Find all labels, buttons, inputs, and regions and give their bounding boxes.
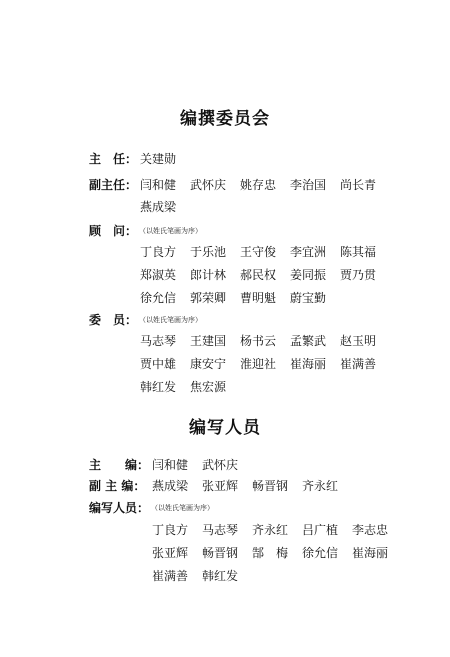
writer-name: 丁良方 xyxy=(152,523,189,537)
director-name: 关建勋 xyxy=(140,152,177,166)
director-row xyxy=(0,150,450,172)
advisor-name: 王守俊 xyxy=(240,245,277,259)
deputy-name: 尚长青 xyxy=(340,178,377,192)
deputy-editor-name: 张亚辉 xyxy=(202,479,239,493)
writer-name: 畅晋钢 xyxy=(202,546,239,560)
member-name: 康安宁 xyxy=(190,357,227,371)
member-row-1 xyxy=(0,332,450,354)
writer-name: 吕广植 xyxy=(302,523,339,537)
writer-row-2 xyxy=(0,544,450,566)
chief-editor-name: 闫和健 xyxy=(152,458,189,472)
member-name: 焦宏源 xyxy=(190,380,227,394)
advisor-row-1 xyxy=(0,243,450,265)
deputy-name: 燕成梁 xyxy=(140,200,177,214)
writer-name: 齐永红 xyxy=(252,523,289,537)
committee-title: 编撰委员会 xyxy=(180,109,270,129)
deputy-row-2 xyxy=(0,198,450,220)
deputy-label: 副主任： xyxy=(89,178,138,192)
advisor-name: 贾乃贯 xyxy=(340,268,377,282)
deputy-name: 姚存忠 xyxy=(240,178,277,192)
advisor-row-2 xyxy=(0,266,450,288)
member-name: 马志琴 xyxy=(140,334,177,348)
writer-label: 编写人员： xyxy=(89,501,150,515)
chief-editor-row xyxy=(0,456,450,478)
advisor-order-note: （以姓氏笔画为序） xyxy=(139,227,202,235)
writer-name: 马志琴 xyxy=(202,523,239,537)
deputy-name: 李治国 xyxy=(290,178,327,192)
member-name: 韩红发 xyxy=(140,380,177,394)
writer-name: 崔海丽 xyxy=(352,546,389,560)
member-order-note: （以姓氏笔画为序） xyxy=(139,316,202,324)
chief-editor-label: 主 编： xyxy=(89,458,150,472)
member-row-2 xyxy=(0,355,450,377)
director-label: 主 任： xyxy=(89,152,138,166)
deputy-editor-row xyxy=(0,477,450,499)
advisor-name: 李宜洲 xyxy=(290,245,327,259)
member-name: 贾中雄 xyxy=(140,357,177,371)
advisor-header-row xyxy=(0,222,450,244)
writer-header-row xyxy=(0,499,450,521)
member-name: 崔满善 xyxy=(340,357,377,371)
member-label: 委 员： xyxy=(89,313,138,327)
writer-name: 韩红发 xyxy=(202,569,239,583)
deputy-editor-name: 齐永红 xyxy=(302,479,339,493)
deputy-editor-label: 副 主 编： xyxy=(89,479,146,493)
member-row-3 xyxy=(0,378,450,400)
advisor-label: 顾 问： xyxy=(89,224,138,238)
deputy-row-1 xyxy=(0,176,450,198)
advisor-name: 郝民权 xyxy=(240,268,277,282)
writer-order-note: （以姓氏笔画为序） xyxy=(151,504,214,512)
advisor-name: 郎计林 xyxy=(190,268,227,282)
advisor-name: 徐允信 xyxy=(140,291,177,305)
advisor-name: 姜同振 xyxy=(290,268,327,282)
writer-name: 崔满善 xyxy=(152,569,189,583)
writer-name: 李志忠 xyxy=(352,523,389,537)
writer-name: 郜 梅 xyxy=(252,546,289,560)
member-name: 杨书云 xyxy=(240,334,277,348)
advisor-row-3 xyxy=(0,289,450,311)
member-header-row xyxy=(0,311,450,333)
deputy-editor-name: 畅晋钢 xyxy=(252,479,289,493)
deputy-name: 闫和健 xyxy=(140,178,177,192)
advisor-name: 于乐池 xyxy=(190,245,227,259)
advisor-name: 陈其福 xyxy=(340,245,377,259)
member-name: 崔海丽 xyxy=(290,357,327,371)
advisor-name: 郑淑英 xyxy=(140,268,177,282)
deputy-name: 武怀庆 xyxy=(190,178,227,192)
member-name: 淮迎社 xyxy=(240,357,277,371)
member-name: 王建国 xyxy=(190,334,227,348)
advisor-name: 蔚宝勤 xyxy=(290,291,327,305)
advisor-name: 丁良方 xyxy=(140,245,177,259)
writer-row-1 xyxy=(0,521,450,543)
deputy-editor-name: 燕成梁 xyxy=(152,479,189,493)
advisor-name: 曹明魁 xyxy=(240,291,277,305)
member-name: 孟繁武 xyxy=(290,334,327,348)
member-name: 赵玉明 xyxy=(340,334,377,348)
writer-row-3 xyxy=(0,567,450,589)
chief-editor-name: 武怀庆 xyxy=(202,458,239,472)
writer-name: 徐允信 xyxy=(302,546,339,560)
advisor-name: 郭荣卿 xyxy=(190,291,227,305)
writers-title: 编写人员 xyxy=(189,418,261,438)
writer-name: 张亚辉 xyxy=(152,546,189,560)
